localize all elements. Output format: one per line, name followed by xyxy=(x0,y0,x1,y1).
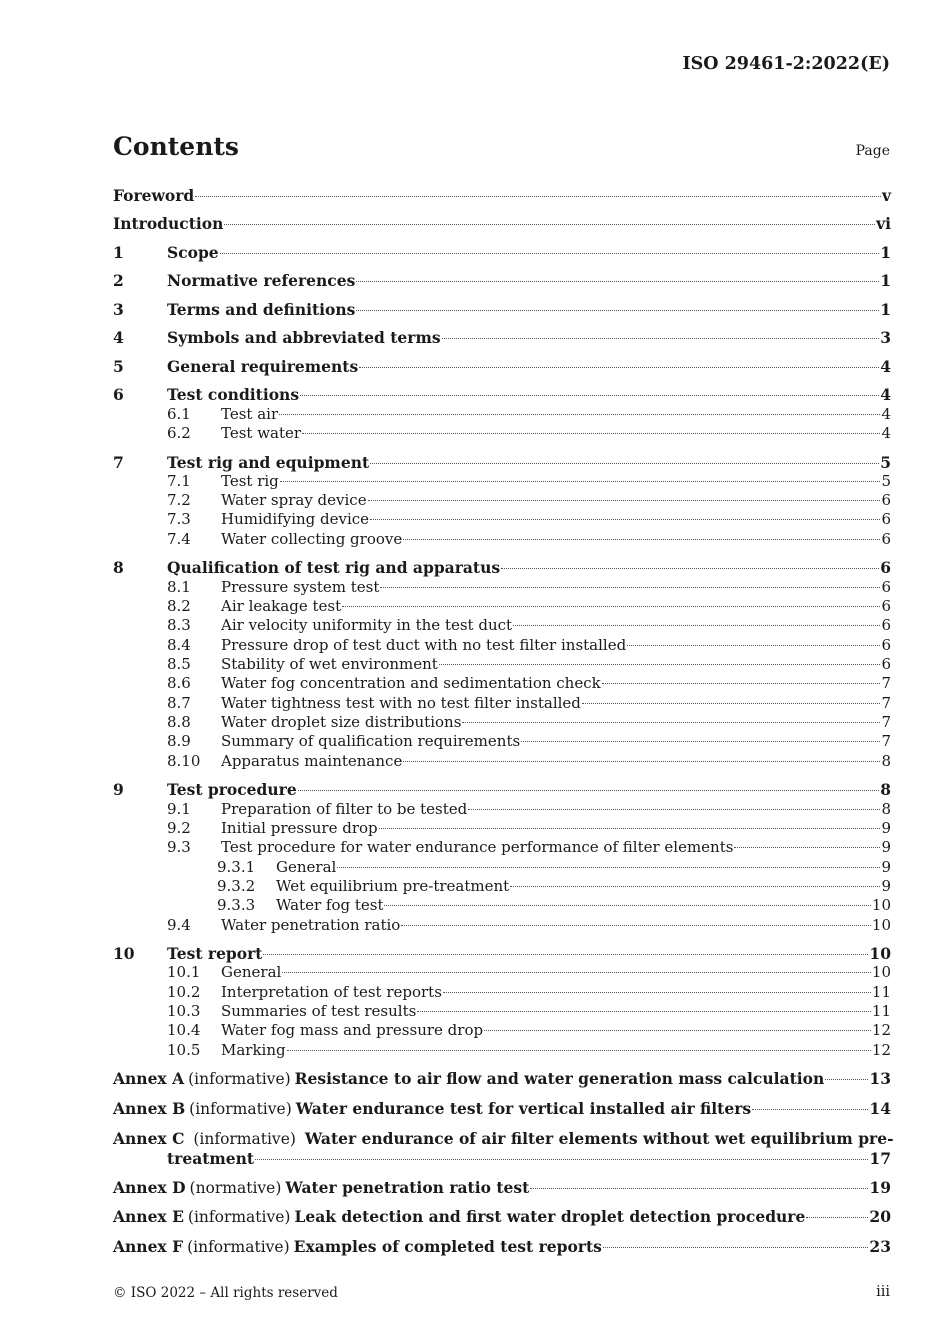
toc-entry-number: 9.3.3 xyxy=(217,896,256,915)
toc-entry-number: 10.3 xyxy=(167,1002,201,1021)
dot-leader xyxy=(263,954,868,955)
dot-leader xyxy=(603,1247,869,1248)
toc-entry-page: 6 xyxy=(881,577,891,596)
toc-entry-title: Test procedure xyxy=(167,780,297,800)
toc-entry[interactable] xyxy=(113,896,891,915)
table-of-contents xyxy=(113,186,894,1257)
toc-entry-number: 8.1 xyxy=(167,577,191,596)
annex-page: 20 xyxy=(869,1207,891,1227)
toc-entry-title: Water fog test xyxy=(276,896,384,915)
toc-entry-title: Test procedure for water endurance performance of filter elements xyxy=(221,838,734,857)
toc-entry[interactable] xyxy=(113,800,891,819)
toc-entry-page: 5 xyxy=(880,452,891,472)
dot-leader xyxy=(510,886,880,887)
dot-leader xyxy=(370,463,879,464)
toc-entry[interactable] xyxy=(113,616,891,635)
toc-entry-title: Water tightness test with no test filter installed xyxy=(221,693,581,712)
toc-entry-annex-d[interactable] xyxy=(113,1178,891,1198)
toc-entry-title: General xyxy=(276,857,337,876)
toc-entry-page: 6 xyxy=(881,596,891,615)
toc-entry[interactable] xyxy=(113,243,891,262)
toc-entry-title: Normative references xyxy=(167,271,356,291)
toc-entry-page: 1 xyxy=(880,271,891,291)
toc-entry-title: Initial pressure drop xyxy=(221,818,378,837)
annex-type: (informative) xyxy=(187,1237,290,1256)
toc-entry-number: 9.4 xyxy=(167,915,191,934)
dot-leader xyxy=(368,500,881,501)
toc-entry-number: 9.3 xyxy=(167,838,191,857)
toc-entry[interactable] xyxy=(113,1021,891,1040)
toc-entry[interactable] xyxy=(113,752,891,771)
toc-entry-page: 3 xyxy=(880,328,891,348)
toc-entry-annex-e[interactable] xyxy=(113,1207,891,1227)
toc-entry-number: 7.1 xyxy=(167,471,191,490)
dot-leader xyxy=(337,867,880,868)
toc-entry-page: 9 xyxy=(881,818,891,837)
toc-entry-number: 8.4 xyxy=(167,635,191,654)
annex-page: 14 xyxy=(869,1099,891,1119)
annex-title: Leak detection and first water droplet detection procedure xyxy=(294,1207,806,1227)
dot-leader xyxy=(484,1030,871,1031)
dot-leader xyxy=(401,925,871,926)
dot-leader xyxy=(220,253,880,254)
dot-leader xyxy=(403,761,880,762)
dot-leader xyxy=(806,1217,868,1218)
toc-entry-page: 11 xyxy=(871,982,891,1001)
dot-leader xyxy=(255,1159,868,1160)
toc-entry[interactable] xyxy=(113,300,891,319)
toc-entry-title: Introduction xyxy=(113,214,224,234)
toc-entry[interactable] xyxy=(113,472,891,491)
toc-entry-annex-f[interactable] xyxy=(113,1237,891,1257)
toc-entry-page: 1 xyxy=(880,299,891,319)
annex-title: Water endurance test for vertical installed air filters xyxy=(295,1099,752,1119)
toc-entry-page: 5 xyxy=(881,471,891,490)
toc-entry[interactable] xyxy=(113,838,891,857)
annex-type: (informative) xyxy=(189,1100,292,1119)
toc-entry[interactable] xyxy=(113,558,891,577)
toc-entry-number: 9.3.1 xyxy=(217,857,256,876)
toc-entry-title: Air velocity uniformity in the test duct xyxy=(221,616,513,635)
dot-leader xyxy=(439,664,881,665)
dot-leader xyxy=(403,539,880,540)
toc-entry-page: 10 xyxy=(869,944,891,964)
annex-label: Annex B xyxy=(113,1099,186,1119)
toc-entry[interactable] xyxy=(113,819,891,838)
annex-page: 17 xyxy=(869,1148,891,1168)
annex-page: 13 xyxy=(869,1069,891,1089)
toc-entry-number: 5 xyxy=(113,356,124,376)
toc-entry[interactable] xyxy=(113,271,891,290)
toc-entry-title: Test rig xyxy=(221,471,279,490)
toc-entry-page: v xyxy=(881,186,891,205)
toc-entry-number: 10.1 xyxy=(167,963,201,982)
toc-entry-number: 8 xyxy=(113,558,124,578)
toc-entry[interactable] xyxy=(113,1041,891,1060)
toc-entry[interactable] xyxy=(113,578,891,597)
dot-leader xyxy=(379,828,881,829)
toc-entry-title: Water spray device xyxy=(221,491,367,510)
toc-entry-page: 6 xyxy=(881,654,891,673)
dot-leader xyxy=(300,395,879,396)
toc-entry-page: 6 xyxy=(881,635,891,654)
toc-entry-page: 10 xyxy=(871,915,891,934)
toc-entry-title: Test conditions xyxy=(167,385,300,405)
dot-leader xyxy=(462,722,880,723)
toc-entry-title: Test air xyxy=(221,404,279,423)
toc-entry-number: 7 xyxy=(113,452,124,472)
annex-type: (informative) xyxy=(188,1070,291,1089)
dot-leader xyxy=(752,1109,868,1110)
annex-title: Water penetration ratio test xyxy=(285,1177,530,1197)
toc-entry-title: Symbols and abbreviated terms xyxy=(167,328,441,348)
toc-entry-page: 6 xyxy=(881,616,891,635)
toc-entry-page: 11 xyxy=(871,1002,891,1021)
toc-entry[interactable] xyxy=(113,405,891,424)
annex-type: (normative) xyxy=(189,1178,282,1197)
toc-entry-number: 8.10 xyxy=(167,751,201,770)
toc-entry[interactable] xyxy=(113,530,891,549)
dot-leader xyxy=(530,1188,868,1189)
toc-entry-title: Preparation of filter to be tested xyxy=(221,799,468,818)
toc-entry-title: Air leakage test xyxy=(221,596,342,615)
dot-leader xyxy=(356,310,879,311)
toc-entry-number: 8.6 xyxy=(167,674,191,693)
toc-entry[interactable] xyxy=(113,636,891,655)
dot-leader xyxy=(224,224,875,225)
annex-label: Annex C xyxy=(113,1128,185,1148)
dot-leader xyxy=(468,809,880,810)
toc-entry[interactable] xyxy=(113,510,891,529)
toc-entry-page: 7 xyxy=(881,732,891,751)
toc-entry-title: Test report xyxy=(167,944,263,964)
toc-entry-title: Stability of wet environment xyxy=(221,654,438,673)
dot-leader xyxy=(380,587,880,588)
dot-leader xyxy=(384,905,870,906)
annex-label: Annex F xyxy=(113,1236,184,1256)
toc-entry-number: 9.3.2 xyxy=(217,876,256,895)
toc-entry-number: 7.2 xyxy=(167,491,191,510)
toc-entry-title: Pressure drop of test duct with no test filter installed xyxy=(221,635,627,654)
annex-page: 19 xyxy=(869,1177,891,1197)
dot-leader xyxy=(442,338,880,339)
toc-entry-number: 4 xyxy=(113,328,124,348)
toc-entry-number: 7.3 xyxy=(167,510,191,529)
toc-entry-title: General requirements xyxy=(167,356,359,376)
toc-entry[interactable] xyxy=(113,186,891,205)
dot-leader xyxy=(501,568,879,569)
toc-entry-title: Water fog concentration and sedimentation check xyxy=(221,674,601,693)
toc-entry-number: 8.9 xyxy=(167,732,191,751)
toc-entry-title: Interpretation of test reports xyxy=(221,982,442,1001)
toc-entry-page: 8 xyxy=(881,751,891,770)
annex-label: Annex D xyxy=(113,1177,186,1197)
dot-leader xyxy=(342,606,880,607)
toc-entry-title: Summaries of test results xyxy=(221,1002,417,1021)
toc-entry-title: Wet equilibrium pre-treatment xyxy=(276,876,510,895)
toc-entry-page: 1 xyxy=(880,242,891,262)
toc-entry-title: Summary of qualification requirements xyxy=(221,732,521,751)
toc-entry-annex-a[interactable] xyxy=(113,1069,891,1089)
toc-entry-title: Marking xyxy=(221,1040,286,1059)
toc-entry-number: 1 xyxy=(113,242,124,262)
toc-entry-number: 10.4 xyxy=(167,1021,201,1040)
annex-title: Examples of completed test reports xyxy=(293,1236,602,1256)
toc-entry[interactable] xyxy=(113,858,891,877)
dot-leader xyxy=(287,1050,871,1051)
dot-leader xyxy=(359,367,879,368)
toc-entry-number: 8.3 xyxy=(167,616,191,635)
dot-leader xyxy=(417,1011,871,1012)
toc-entry-title: Test rig and equipment xyxy=(167,452,370,472)
toc-entry[interactable] xyxy=(113,491,891,510)
toc-entry[interactable] xyxy=(113,453,891,472)
annex-page: 23 xyxy=(869,1236,891,1256)
annex-label: Annex E xyxy=(113,1207,184,1227)
toc-entry-title: Foreword xyxy=(113,186,195,205)
toc-entry-number: 7.4 xyxy=(167,529,191,548)
toc-entry-title: Apparatus maintenance xyxy=(221,751,403,770)
toc-entry-page: 9 xyxy=(881,876,891,895)
toc-entry-page: 4 xyxy=(880,356,891,376)
toc-entry-number: 6.1 xyxy=(167,404,191,423)
toc-entry[interactable] xyxy=(113,1002,891,1021)
toc-entry-title: Water penetration ratio xyxy=(221,915,401,934)
toc-entry[interactable] xyxy=(113,877,891,896)
toc-entry-annex-b[interactable] xyxy=(113,1099,891,1119)
dot-leader xyxy=(282,972,871,973)
dot-leader xyxy=(582,703,881,704)
toc-entry-page: 12 xyxy=(871,1021,891,1040)
dot-leader xyxy=(734,847,880,848)
toc-entry[interactable] xyxy=(113,780,891,799)
toc-entry-page: 6 xyxy=(881,491,891,510)
toc-entry-number: 8.5 xyxy=(167,654,191,673)
document-id: ISO 29461-2:2022(E) xyxy=(682,54,890,74)
toc-entry-title: Pressure system test xyxy=(221,577,380,596)
toc-entry[interactable] xyxy=(113,655,891,674)
toc-entry-page: 7 xyxy=(881,693,891,712)
toc-entry-number: 3 xyxy=(113,299,124,319)
annex-title: Resistance to air flow and water generation mass calculation xyxy=(294,1069,825,1089)
dot-leader xyxy=(825,1079,868,1080)
toc-entry-title: Scope xyxy=(167,242,219,262)
toc-entry-title: Qualification of test rig and apparatus xyxy=(167,558,501,578)
toc-entry-number: 2 xyxy=(113,271,124,291)
toc-entry-page: 6 xyxy=(880,558,891,578)
toc-entry-number: 10.5 xyxy=(167,1040,201,1059)
dot-leader xyxy=(443,992,871,993)
dot-leader xyxy=(195,196,881,197)
dot-leader xyxy=(627,645,880,646)
toc-entry-page: 7 xyxy=(881,713,891,732)
annex-type: (informative) xyxy=(187,1208,291,1227)
toc-entry[interactable] xyxy=(113,385,891,404)
toc-entry-page: 4 xyxy=(881,404,891,423)
dot-leader xyxy=(356,281,879,282)
toc-entry[interactable] xyxy=(113,732,891,751)
dot-leader xyxy=(370,519,880,520)
toc-entry[interactable] xyxy=(113,963,891,982)
footer-copyright: © ISO 2022 – All rights reserved xyxy=(113,1285,338,1301)
contents-heading: Contents xyxy=(113,132,240,161)
toc-entry-title: Humidifying device xyxy=(221,510,370,529)
toc-entry-number: 9 xyxy=(113,780,124,800)
toc-entry-page: 12 xyxy=(871,1040,891,1059)
toc-entry[interactable] xyxy=(113,713,891,732)
footer-page-number: iii xyxy=(876,1284,890,1300)
toc-entry[interactable] xyxy=(113,983,891,1002)
toc-entry-number: 10 xyxy=(113,944,135,964)
toc-entry[interactable] xyxy=(113,214,891,233)
toc-entry[interactable] xyxy=(113,597,891,616)
toc-entry-page: 9 xyxy=(881,838,891,857)
dot-leader xyxy=(513,625,880,626)
toc-entry[interactable] xyxy=(113,424,891,443)
toc-entry-page: 4 xyxy=(881,423,891,442)
annex-label: Annex A xyxy=(113,1069,185,1089)
toc-entry-number: 9.1 xyxy=(167,799,191,818)
toc-entry-page: 6 xyxy=(881,529,891,548)
annex-title-continuation: treatment xyxy=(167,1148,255,1168)
toc-entry[interactable] xyxy=(113,694,891,713)
toc-entry[interactable] xyxy=(113,328,891,347)
toc-entry-page: vi xyxy=(876,214,891,234)
annex-type: (informative) xyxy=(193,1129,296,1148)
toc-entry-number: 8.8 xyxy=(167,713,191,732)
toc-entry-number: 8.7 xyxy=(167,693,191,712)
toc-entry-title: Water fog mass and pressure drop xyxy=(221,1021,484,1040)
toc-entry-page: 4 xyxy=(880,385,891,405)
toc-entry-title: Water droplet size distributions xyxy=(221,713,462,732)
toc-entry-page: 10 xyxy=(871,963,891,982)
dot-leader xyxy=(279,414,880,415)
toc-entry-title: Water collecting groove xyxy=(221,529,403,548)
page-column-label: Page xyxy=(855,143,890,159)
toc-entry-page: 10 xyxy=(871,896,891,915)
toc-entry-number: 6.2 xyxy=(167,423,191,442)
toc-entry-page: 6 xyxy=(881,510,891,529)
toc-entry-number: 8.2 xyxy=(167,596,191,615)
toc-entry-number: 6 xyxy=(113,385,124,405)
dot-leader xyxy=(302,433,880,434)
toc-entry-annex-c[interactable] xyxy=(113,1128,894,1169)
toc-entry-title: General xyxy=(221,963,282,982)
toc-entry-page: 9 xyxy=(881,857,891,876)
toc-entry[interactable] xyxy=(113,944,891,963)
toc-entry[interactable] xyxy=(113,357,891,376)
toc-entry-page: 8 xyxy=(880,780,891,800)
dot-leader xyxy=(521,741,880,742)
toc-entry[interactable] xyxy=(113,916,891,935)
toc-entry-number: 9.2 xyxy=(167,818,191,837)
toc-entry[interactable] xyxy=(113,674,891,693)
toc-entry-title: Test water xyxy=(221,423,302,442)
toc-entry-page: 7 xyxy=(881,674,891,693)
toc-entry-title: Terms and definitions xyxy=(167,299,356,319)
toc-entry-number: 10.2 xyxy=(167,982,201,1001)
dot-leader xyxy=(298,790,880,791)
dot-leader xyxy=(280,481,881,482)
annex-title: Water endurance of air filter elements without wet equilibrium pre- xyxy=(304,1128,894,1148)
dot-leader xyxy=(602,683,881,684)
toc-entry-page: 8 xyxy=(881,799,891,818)
